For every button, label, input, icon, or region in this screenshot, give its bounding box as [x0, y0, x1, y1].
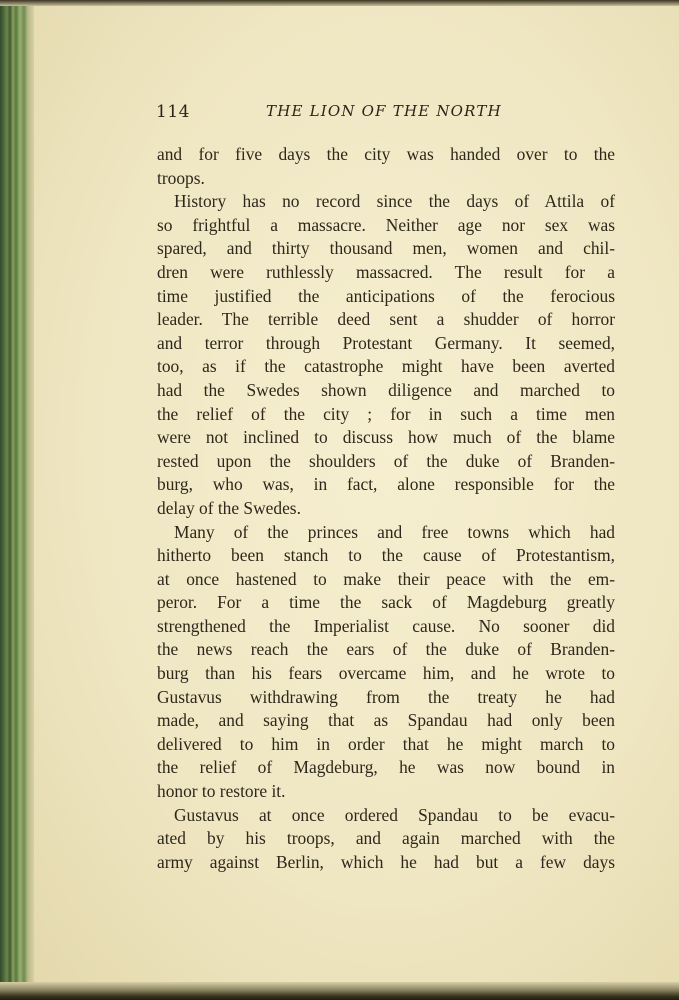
text-line: the news reach the ears of the duke of Branden- — [157, 639, 615, 660]
text-line: Gustavus at once ordered Spandau to be evacu- — [174, 804, 615, 825]
body-text — [157, 143, 615, 874]
text-line: at once hastened to make their peace with the em- — [157, 568, 615, 589]
paragraph — [157, 190, 615, 520]
paragraph — [157, 804, 615, 875]
text-line: Gustavus withdrawing from the treaty he had — [157, 686, 615, 707]
page-header — [156, 96, 616, 126]
text-line: and terror through Protestant Germany. It seemed, — [157, 332, 615, 353]
text-line: delay of the Swedes. — [157, 497, 301, 518]
page-bottom-edge — [0, 982, 679, 1000]
paragraph — [157, 521, 615, 804]
text-line: Many of the princes and free towns which had — [174, 521, 615, 542]
text-line: ated by his troops, and again marched with the — [157, 828, 615, 849]
text-line: made, and saying that as Spandau had only been — [157, 710, 615, 731]
text-line: and for five days the city was handed over to the — [157, 144, 615, 164]
paragraph — [157, 143, 615, 190]
text-line: were not inclined to discuss how much of the blame — [157, 427, 615, 448]
text-line: rested upon the shoulders of the duke of Branden- — [157, 450, 615, 471]
text-line: dren were ruthlessly massacred. The result for a — [157, 261, 615, 282]
running-head-title: THE LION OF THE NORTH — [266, 102, 502, 120]
text-line: leader. The terrible deed sent a shudder of horror — [157, 309, 615, 330]
text-line: so frightful a massacre. Neither age nor sex was — [157, 214, 615, 235]
text-line: peror. For a time the sack of Magdeburg greatly — [157, 592, 615, 613]
page-number: 114 — [156, 102, 190, 122]
text-line: army against Berlin, which he had but a few days — [157, 851, 615, 872]
book-binding-edge — [0, 0, 34, 1000]
text-line: troops. — [157, 167, 205, 188]
text-line: spared, and thirty thousand men, women and chil- — [157, 238, 615, 259]
text-line: delivered to him in order that he might march to — [157, 733, 615, 754]
text-line: burg than his fears overcame him, and he wrote to — [157, 663, 615, 684]
text-line: had the Swedes shown diligence and marched to — [157, 379, 615, 400]
text-line: strengthened the Imperialist cause. No sooner did — [157, 615, 615, 636]
text-line: History has no record since the days of Attila of — [174, 191, 615, 212]
text-line: burg, who was, in fact, alone responsible for the — [157, 474, 615, 495]
text-line: time justified the anticipations of the ferocious — [157, 285, 615, 306]
text-line: honor to restore it. — [157, 781, 286, 802]
text-line: hitherto been stanch to the cause of Protestantism, — [157, 545, 615, 566]
text-line: too, as if the catastrophe might have been averted — [157, 356, 615, 377]
text-line: the relief of the city ; for in such a time men — [157, 403, 615, 424]
text-line: the relief of Magdeburg, he was now bound in — [157, 757, 615, 778]
